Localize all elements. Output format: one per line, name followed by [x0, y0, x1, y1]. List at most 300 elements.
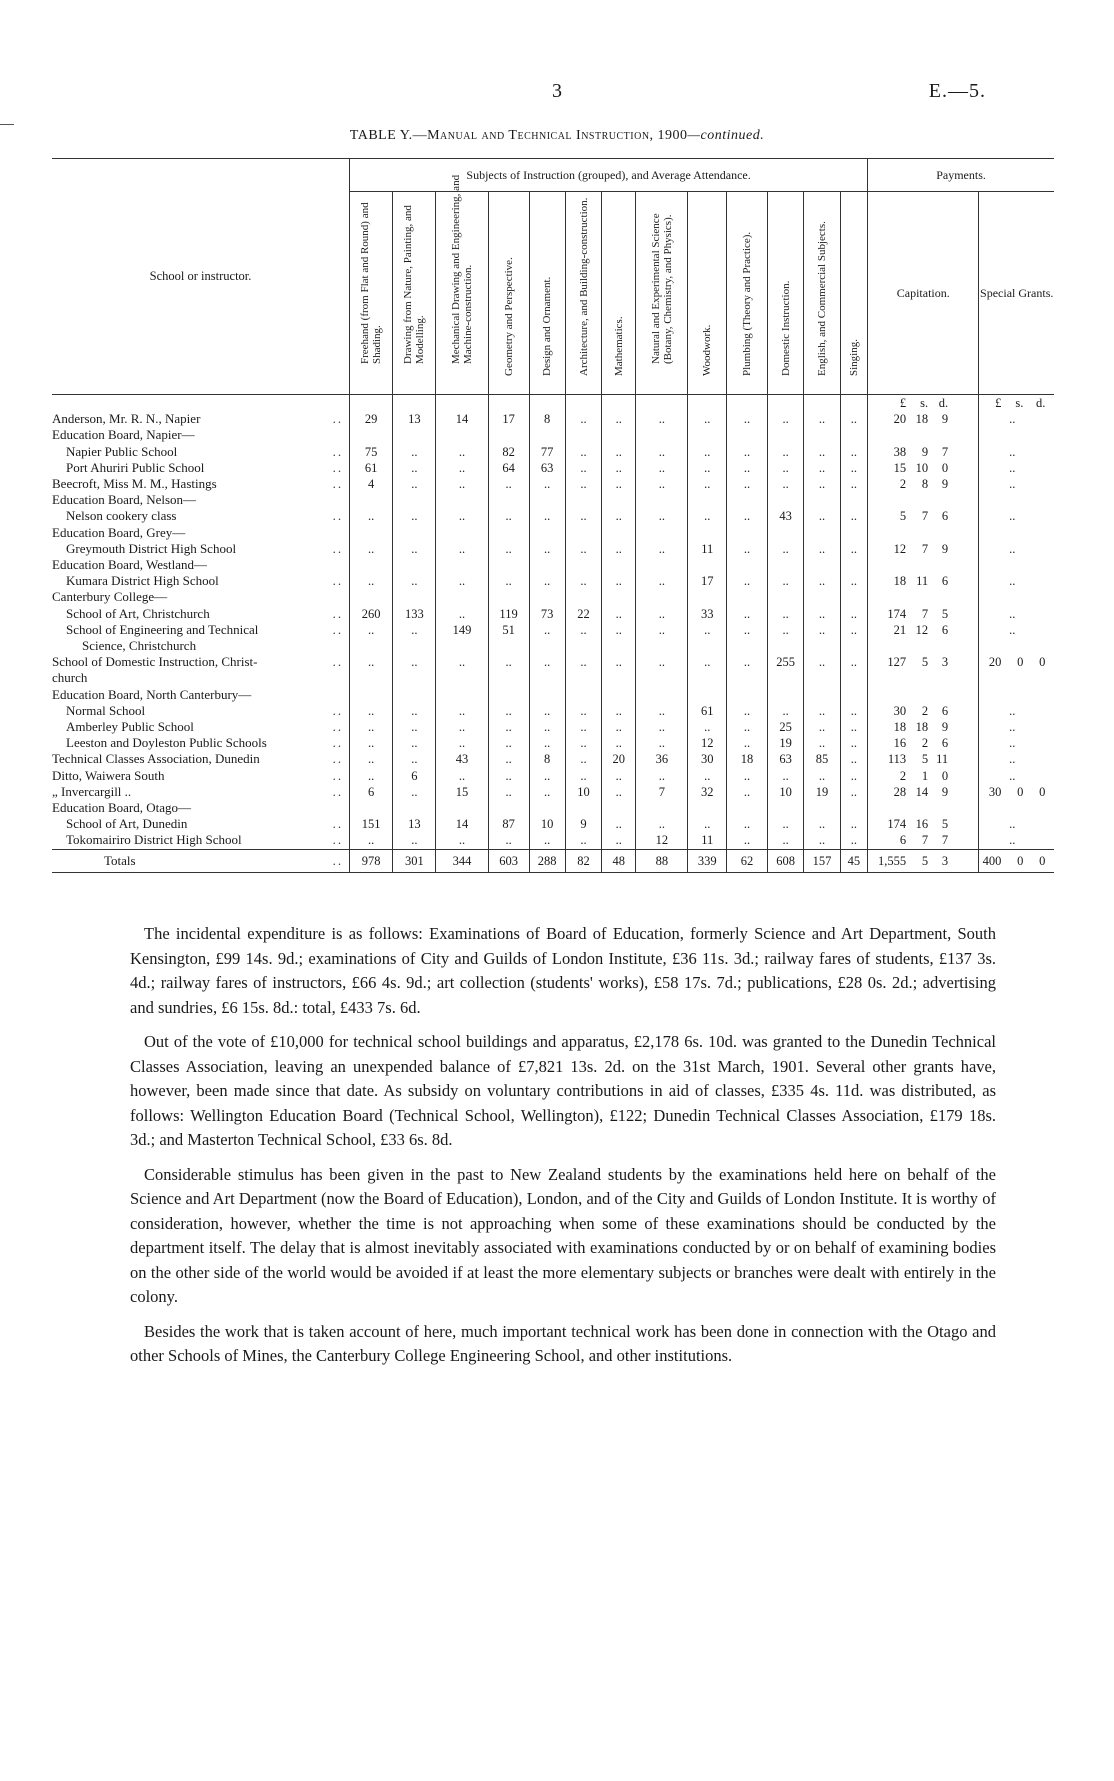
attendance-cell: 608: [767, 849, 803, 872]
attendance-cell: [688, 687, 727, 703]
attendance-cell: ..: [393, 508, 436, 524]
paragraph: The incidental expenditure is as follows: Examinations of Board of Education, formerly Science and Art Department, South Kensington, £99 14s. 9d.; examinations of City and Guilds of London Institute, £36 11s. 3d.; railway fares of students, £137 3s. 4d.; railway fares of instructors, £66 4s. 9d.; art collection (students' works), £58 17s. 7d.; publications, £28 0s. 2d.; advertising and sundries, £6 15s. 8d.: total, £433 7s. 6d.: [130, 924, 996, 1017]
attendance-cell: ..: [602, 476, 636, 492]
leader-dots: ..: [332, 816, 344, 832]
leader-dots: ..: [332, 654, 344, 670]
attendance-cell: ..: [393, 751, 436, 767]
attendance-cell: ..: [727, 508, 768, 524]
subject-header: Woodwork.: [688, 192, 727, 395]
attendance-cell: ..: [727, 411, 768, 427]
attendance-cell: 133: [393, 606, 436, 622]
group-heading-row: [52, 670, 1054, 686]
attendance-cell: ..: [688, 622, 727, 638]
attendance-cell: ..: [804, 541, 840, 557]
attendance-cell: ..: [727, 768, 768, 784]
school-name: Port Ahuriri Public School ..: [66, 459, 344, 475]
attendance-cell: ..: [436, 476, 488, 492]
special-grants-cell: [979, 557, 1054, 573]
attendance-cell: ..: [636, 768, 688, 784]
attendance-cell: 32: [688, 784, 727, 800]
attendance-cell: 33: [688, 606, 727, 622]
attendance-cell: [636, 589, 688, 605]
capitation-cell: 15 10 0: [868, 460, 979, 476]
attendance-cell: [767, 638, 803, 654]
capitation-cell: 2 8 9: [868, 476, 979, 492]
capitation-cell: 5 7 6: [868, 508, 979, 524]
attendance-cell: 288: [529, 849, 565, 872]
capitation-cell: 38 9 7: [868, 444, 979, 460]
leader-dots: ..: [332, 443, 344, 459]
table-row: [52, 476, 1054, 492]
attendance-cell: [767, 525, 803, 541]
attendance-cell: ..: [436, 606, 488, 622]
attendance-cell: ..: [767, 832, 803, 849]
attendance-cell: [488, 589, 529, 605]
attendance-cell: [602, 427, 636, 443]
attendance-cell: [393, 800, 436, 816]
school-name: Beecroft, Miss M. M., Hastings ..: [52, 476, 344, 492]
attendance-cell: [529, 800, 565, 816]
attendance-cell: ..: [565, 719, 601, 735]
leader-dots: ..: [332, 702, 344, 718]
attendance-cell: ..: [840, 768, 867, 784]
attendance-cell: [565, 687, 601, 703]
attendance-cell: ..: [350, 768, 393, 784]
attendance-cell: ..: [350, 622, 393, 638]
attendance-cell: [436, 427, 488, 443]
special-grants-cell: [979, 638, 1054, 654]
attendance-cell: ..: [436, 654, 488, 670]
attendance-cell: ..: [727, 816, 768, 832]
special-grants-cell: [979, 427, 1054, 443]
school-name: „ Invercargill .. ..: [52, 783, 344, 799]
statistics-table-wrapper: [52, 158, 1054, 873]
attendance-cell: ..: [727, 541, 768, 557]
attendance-cell: ..: [840, 784, 867, 800]
attendance-cell: [350, 670, 393, 686]
attendance-cell: ..: [840, 573, 867, 589]
attendance-cell: [602, 557, 636, 573]
attendance-cell: 82: [488, 444, 529, 460]
attendance-cell: [529, 589, 565, 605]
leader-dots: ..: [332, 476, 344, 492]
attendance-cell: ..: [602, 622, 636, 638]
attendance-cell: ..: [529, 768, 565, 784]
attendance-cell: ..: [565, 654, 601, 670]
attendance-cell: ..: [767, 622, 803, 638]
attendance-cell: ..: [767, 541, 803, 557]
school-name: Totals ..: [52, 849, 350, 872]
attendance-cell: [840, 427, 867, 443]
attendance-cell: ..: [602, 573, 636, 589]
subject-header: Singing.: [840, 192, 867, 395]
attendance-cell: [602, 589, 636, 605]
group-heading-row: [52, 800, 1054, 816]
attendance-cell: ..: [636, 460, 688, 476]
attendance-cell: 17: [488, 411, 529, 427]
attendance-cell: ..: [602, 832, 636, 849]
attendance-cell: 119: [488, 606, 529, 622]
attendance-cell: [393, 638, 436, 654]
attendance-cell: ..: [840, 541, 867, 557]
attendance-cell: [436, 800, 488, 816]
attendance-cell: ..: [636, 606, 688, 622]
attendance-cell: [350, 687, 393, 703]
attendance-cell: 151: [350, 816, 393, 832]
special-grants-cell: 30 0 0: [979, 784, 1054, 800]
attendance-cell: 12: [636, 832, 688, 849]
attendance-cell: [602, 525, 636, 541]
special-grants-cell: [979, 525, 1054, 541]
group-heading-row: [52, 638, 1054, 654]
attendance-cell: ..: [840, 622, 867, 638]
attendance-cell: 88: [636, 849, 688, 872]
attendance-cell: ..: [767, 476, 803, 492]
special-grants-cell: [979, 670, 1054, 686]
attendance-cell: [804, 800, 840, 816]
attendance-cell: 22: [565, 606, 601, 622]
subject-header: Natural and Experimental Science (Botany, Chemistry, and Physics).: [636, 192, 688, 395]
attendance-cell: ..: [767, 703, 803, 719]
capitation-cell: [868, 800, 979, 816]
attendance-cell: ..: [350, 541, 393, 557]
attendance-cell: [727, 800, 768, 816]
table-row: [52, 444, 1054, 460]
attendance-cell: [804, 638, 840, 654]
table-title: [0, 128, 1114, 144]
leader-dots: ..: [332, 573, 344, 589]
attendance-cell: ..: [727, 654, 768, 670]
attendance-cell: ..: [804, 411, 840, 427]
school-name: Technical Classes Association, Dunedin ..: [52, 751, 344, 767]
leader-dots: ..: [332, 852, 344, 868]
attendance-cell: 301: [393, 849, 436, 872]
capitation-cell: 127 5 3: [868, 654, 979, 670]
attendance-cell: ..: [436, 444, 488, 460]
attendance-cell: [688, 525, 727, 541]
attendance-cell: [636, 670, 688, 686]
attendance-cell: ..: [804, 816, 840, 832]
attendance-cell: [688, 670, 727, 686]
attendance-cell: [767, 687, 803, 703]
capitation-cell: [868, 427, 979, 443]
attendance-cell: 48: [602, 849, 636, 872]
attendance-cell: [602, 800, 636, 816]
subject-header: Design and Ornament.: [529, 192, 565, 395]
attendance-cell: ..: [565, 751, 601, 767]
paragraph: Considerable stimulus has been given in the past to New Zealand students by the examinations held here on behalf of the Science and Art Department (now the Board of Education), London, and of the City and Guilds of London Institute. It is worthy of consideration, however, whether the time is not approaching when some of these examinations should be conducted by the department itself. The delay that is almost inevitably associated with examinations conducted by or on behalf of examining bodies on the other side of the world would be avoided if at least the more elementary subjects or branches were dealt with entirely in the colony.: [130, 1164, 996, 1306]
attendance-cell: ..: [602, 735, 636, 751]
attendance-cell: [804, 557, 840, 573]
attendance-cell: ..: [727, 832, 768, 849]
document-code: E.—5.: [928, 80, 986, 102]
attendance-cell: ..: [804, 703, 840, 719]
attendance-cell: ..: [602, 719, 636, 735]
attendance-cell: ..: [529, 784, 565, 800]
attendance-cell: ..: [393, 476, 436, 492]
attendance-cell: [488, 670, 529, 686]
attendance-cell: ..: [727, 784, 768, 800]
attendance-cell: ..: [565, 444, 601, 460]
attendance-cell: [488, 557, 529, 573]
attendance-cell: 149: [436, 622, 488, 638]
attendance-cell: [636, 687, 688, 703]
table-row: [52, 832, 1054, 849]
attendance-cell: [688, 427, 727, 443]
attendance-cell: ..: [602, 541, 636, 557]
attendance-cell: ..: [727, 719, 768, 735]
attendance-cell: ..: [436, 832, 488, 849]
attendance-cell: 15: [436, 784, 488, 800]
attendance-cell: ..: [529, 476, 565, 492]
attendance-cell: ..: [688, 719, 727, 735]
table-row: [52, 573, 1054, 589]
subject-header: Architecture, and Building-construction.: [565, 192, 601, 395]
attendance-cell: ..: [636, 444, 688, 460]
attendance-cell: 29: [350, 411, 393, 427]
attendance-cell: ..: [840, 654, 867, 670]
table-title-prefix: TABLE Y.—: [349, 128, 428, 143]
attendance-cell: [393, 687, 436, 703]
subjects-group-header: Subjects of Instruction (grouped), and Average Attendance.: [350, 159, 868, 192]
attendance-cell: ..: [840, 816, 867, 832]
attendance-cell: 77: [529, 444, 565, 460]
attendance-cell: ..: [688, 768, 727, 784]
attendance-cell: [393, 492, 436, 508]
attendance-cell: ..: [565, 735, 601, 751]
attendance-cell: ..: [688, 476, 727, 492]
attendance-cell: ..: [804, 460, 840, 476]
attendance-cell: ..: [350, 719, 393, 735]
leader-dots: ..: [332, 508, 344, 524]
attendance-cell: [488, 492, 529, 508]
school-name: Education Board, Grey—: [52, 524, 186, 540]
table-row: [52, 541, 1054, 557]
attendance-cell: [393, 557, 436, 573]
school-name: Education Board, North Canterbury—: [52, 686, 252, 702]
attendance-cell: 43: [436, 751, 488, 767]
capitation-cell: 113 5 11: [868, 751, 979, 767]
attendance-cell: ..: [488, 541, 529, 557]
attendance-cell: 10: [529, 816, 565, 832]
attendance-cell: ..: [529, 735, 565, 751]
attendance-cell: ..: [804, 476, 840, 492]
attendance-cell: ..: [393, 444, 436, 460]
table-row: [52, 816, 1054, 832]
attendance-cell: [636, 638, 688, 654]
attendance-cell: [565, 638, 601, 654]
capitation-cell: 28 14 9: [868, 784, 979, 800]
attendance-cell: ..: [840, 444, 867, 460]
capitation-cell: 1,555 5 3: [868, 849, 979, 872]
attendance-cell: ..: [488, 719, 529, 735]
attendance-cell: ..: [393, 719, 436, 735]
attendance-cell: [804, 670, 840, 686]
special-grants-cell: ..: [979, 816, 1054, 832]
attendance-cell: [727, 557, 768, 573]
attendance-cell: 19: [804, 784, 840, 800]
school-name: Education Board, Nelson—: [52, 492, 197, 508]
attendance-cell: ..: [393, 735, 436, 751]
attendance-cell: [727, 589, 768, 605]
attendance-cell: ..: [602, 784, 636, 800]
attendance-cell: ..: [636, 541, 688, 557]
attendance-cell: [688, 557, 727, 573]
units-row: [52, 395, 1054, 412]
school-name: Leeston and Doyleston Public Schools ..: [66, 735, 344, 751]
table-row: [52, 606, 1054, 622]
leader-dots: ..: [332, 621, 344, 637]
capitation-cell: [868, 638, 979, 654]
attendance-cell: ..: [602, 460, 636, 476]
table-row: [52, 719, 1054, 735]
attendance-cell: [767, 670, 803, 686]
attendance-cell: [565, 670, 601, 686]
attendance-cell: 260: [350, 606, 393, 622]
attendance-cell: ..: [529, 719, 565, 735]
attendance-cell: ..: [840, 508, 867, 524]
attendance-cell: ..: [488, 654, 529, 670]
attendance-cell: [350, 589, 393, 605]
attendance-cell: 11: [688, 832, 727, 849]
special-grants-cell: ..: [979, 719, 1054, 735]
attendance-cell: [488, 800, 529, 816]
school-name: Canterbury College—: [52, 589, 168, 605]
attendance-cell: ..: [393, 703, 436, 719]
attendance-cell: [840, 687, 867, 703]
school-name: Education Board, Otago—: [52, 800, 191, 816]
attendance-cell: [602, 687, 636, 703]
attendance-cell: [488, 427, 529, 443]
attendance-cell: ..: [727, 703, 768, 719]
attendance-cell: ..: [350, 573, 393, 589]
attendance-cell: ..: [840, 703, 867, 719]
attendance-cell: 43: [767, 508, 803, 524]
table-body: [52, 395, 1054, 873]
attendance-cell: [840, 557, 867, 573]
attendance-cell: ..: [840, 606, 867, 622]
attendance-cell: 19: [767, 735, 803, 751]
capitation-cell: 16 2 6: [868, 735, 979, 751]
attendance-cell: 6: [350, 784, 393, 800]
attendance-cell: ..: [727, 460, 768, 476]
attendance-cell: ..: [393, 654, 436, 670]
attendance-cell: ..: [350, 832, 393, 849]
table-row: [52, 508, 1054, 524]
attendance-cell: 344: [436, 849, 488, 872]
capitation-cell: 6 7 7: [868, 832, 979, 849]
attendance-cell: 8: [529, 751, 565, 767]
attendance-cell: ..: [393, 622, 436, 638]
attendance-cell: ..: [636, 622, 688, 638]
school-name: Science, Christchurch: [82, 638, 197, 654]
special-grants-cell: [979, 492, 1054, 508]
attendance-cell: 30: [688, 751, 727, 767]
school-name: Greymouth District High School ..: [66, 540, 344, 556]
subject-header: Mathematics.: [602, 192, 636, 395]
capitation-cell: 30 2 6: [868, 703, 979, 719]
attendance-cell: [688, 638, 727, 654]
attendance-cell: 10: [565, 784, 601, 800]
special-grants-cell: ..: [979, 411, 1054, 427]
attendance-cell: ..: [393, 541, 436, 557]
attendance-cell: ..: [393, 573, 436, 589]
leader-dots: ..: [332, 411, 344, 427]
attendance-cell: ..: [636, 703, 688, 719]
attendance-cell: ..: [727, 476, 768, 492]
attendance-cell: ..: [840, 735, 867, 751]
attendance-cell: ..: [436, 735, 488, 751]
attendance-cell: [840, 492, 867, 508]
attendance-cell: ..: [636, 816, 688, 832]
body-text: [130, 922, 996, 1369]
attendance-cell: ..: [840, 832, 867, 849]
special-grants-cell: [979, 687, 1054, 703]
paragraph: Besides the work that is taken account of here, much important technical work has been done in connection with the Otago and other Schools of Mines, the Canterbury College Engineering School, and other institutions.: [130, 1321, 996, 1365]
subject-header: Drawing from Nature, Painting, and Modelling.: [393, 192, 436, 395]
attendance-cell: ..: [688, 508, 727, 524]
subject-header: Plumbing (Theory and Practice).: [727, 192, 768, 395]
attendance-cell: ..: [804, 573, 840, 589]
attendance-cell: 85: [804, 751, 840, 767]
school-name: School of Domestic Instruction, Christ- ..: [52, 654, 344, 670]
attendance-cell: [767, 800, 803, 816]
attendance-cell: 9: [565, 816, 601, 832]
attendance-cell: 25: [767, 719, 803, 735]
special-grants-cell: ..: [979, 444, 1054, 460]
attendance-cell: ..: [727, 735, 768, 751]
leader-dots: ..: [332, 735, 344, 751]
attendance-cell: [565, 492, 601, 508]
attendance-cell: ..: [529, 573, 565, 589]
special-grants-cell: ..: [979, 751, 1054, 767]
attendance-cell: ..: [727, 622, 768, 638]
table-row: [52, 703, 1054, 719]
capitation-cell: [868, 589, 979, 605]
attendance-cell: 10: [767, 784, 803, 800]
attendance-cell: [727, 670, 768, 686]
attendance-cell: [393, 670, 436, 686]
attendance-cell: 339: [688, 849, 727, 872]
attendance-cell: ..: [636, 573, 688, 589]
capitation-cell: [868, 687, 979, 703]
attendance-cell: ..: [804, 735, 840, 751]
attendance-cell: ..: [488, 573, 529, 589]
payments-header: Payments.: [868, 159, 1054, 192]
attendance-cell: ..: [688, 460, 727, 476]
leader-dots: ..: [332, 832, 344, 848]
attendance-cell: ..: [688, 654, 727, 670]
special-grants-cell: ..: [979, 508, 1054, 524]
capitation-cell: 18 18 9: [868, 719, 979, 735]
attendance-cell: 75: [350, 444, 393, 460]
attendance-cell: 20: [602, 751, 636, 767]
attendance-cell: 8: [529, 411, 565, 427]
capitation-cell: [868, 557, 979, 573]
table-row: [52, 768, 1054, 784]
school-name: Normal School ..: [66, 702, 344, 718]
group-heading-row: [52, 525, 1054, 541]
attendance-cell: ..: [602, 703, 636, 719]
attendance-cell: [767, 589, 803, 605]
attendance-cell: [602, 638, 636, 654]
attendance-cell: 61: [688, 703, 727, 719]
attendance-cell: ..: [565, 541, 601, 557]
attendance-cell: [636, 525, 688, 541]
attendance-cell: [727, 638, 768, 654]
school-name: church: [52, 670, 88, 686]
attendance-cell: ..: [840, 411, 867, 427]
